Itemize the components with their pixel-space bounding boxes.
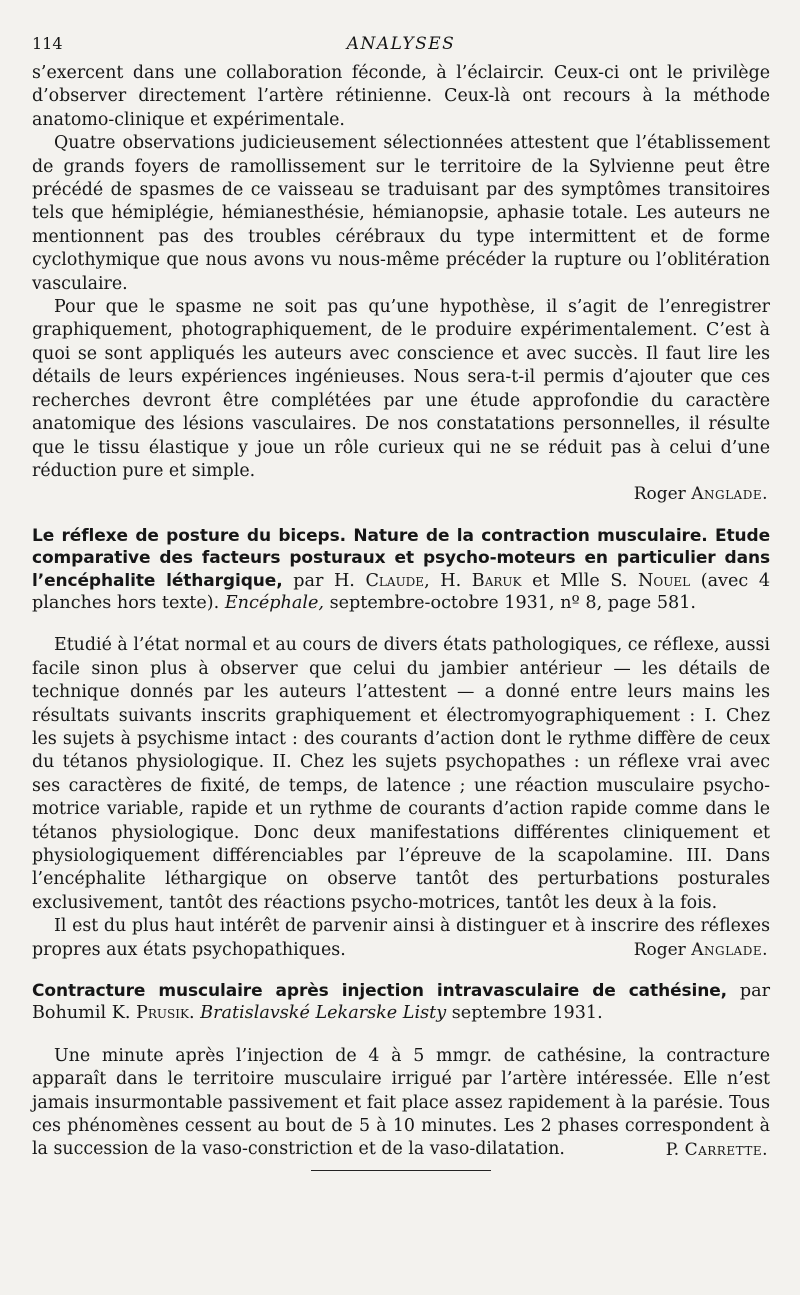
article-2-date: septembre-octobre 1931, nº 8, page 581. <box>329 592 696 613</box>
article-3-paragraph: Une minute après l’injection de 4 à 5 mmgr. de cathésine, la contracture apparaît dans le territoire musculaire irrigué par l’artère intéressée. Elle n’est jamais insurmontable passivement et fait place assez rapidement à la parésie. Tous ces phénomènes cessent au bout de 5 à 10 minutes. Les 2 phases correspondent à la succession de la vaso-constriction et de la vaso-dilatation. <box>32 1045 770 1160</box>
article-2-body <box>32 634 770 962</box>
article-3-title <box>32 980 770 1025</box>
page-number: 114 <box>32 34 63 53</box>
article-3 <box>32 980 770 1162</box>
article-1-paragraph-1: s’exercent dans une collaboration féconde, à l’éclaircir. Ceux-ci ont le privilège d’observer directement l’artère rétinienne. Ceux-là ont recours à la méthode anatomo-clinique et expérimentale. <box>32 63 770 130</box>
article-3-title-text: Contracture musculaire après injection intravasculaire de cathésine, <box>32 981 728 1002</box>
article-2-plates: (avec 4 planches hors texte). <box>32 570 771 613</box>
signature-first-name: Roger <box>633 939 686 960</box>
article-3-body <box>32 1045 770 1162</box>
article-2-journal: Encéphale, <box>224 592 324 613</box>
page-header <box>32 30 770 62</box>
article-2-author-3: S. Nouel <box>610 570 691 591</box>
article-2-title <box>32 525 770 615</box>
article-1-signature <box>32 483 770 506</box>
running-title: ANALYSES <box>346 34 456 54</box>
article-2-author-1: H. Claude, <box>333 570 430 591</box>
article-2-and: et Mlle <box>532 570 600 591</box>
article-3-author: Prusik. <box>136 1003 195 1024</box>
signature-first-name: Roger <box>633 484 686 505</box>
signature-last-name: Anglade. <box>691 939 768 960</box>
article-1-paragraph-3: Pour que le spasme ne soit pas qu’une hypothèse, il s’agit de l’enregistrer graphiquement, photographiquement, de le produire expérimentalement. C’est à quoi se sont appliqués les auteurs avec conscience et avec succès. Il faut lire les détails de leurs expériences ingénieuses. Nous sera-t-il permis d’ajouter que ces recherches devront être complétées par une étude approfondie du caractère anatomique des lésions vasculaires. De nos constatations personnelles, il résulte que le tissu élastique y joue un rôle curieux qui ne se réduit pas à celui d’une réduction pure et simple. <box>32 297 770 481</box>
article-3-journal: Bratislavské Lekarske Listy <box>200 1003 447 1024</box>
article-2-author-2: H. Baruk <box>440 570 522 591</box>
article-2 <box>32 525 770 962</box>
article-2-paragraph-2: Il est du plus haut intérêt de parvenir ainsi à distinguer et à inscrire des réflexes propres aux états psychopathiques. <box>32 916 770 960</box>
article-3-by: par Bohumil K. <box>32 981 770 1024</box>
signature-last-name: Carrette. <box>684 1139 768 1160</box>
end-rule <box>311 1170 491 1171</box>
page <box>32 30 770 1171</box>
signature-first-name: P. <box>665 1139 680 1160</box>
article-2-paragraph-1: Etudié à l’état normal et au cours de divers états pathologiques, ce réflexe, aussi facile sinon plus à observer que celui du jambier antérieur — les détails de technique donnés par les auteurs l’attestent — a donné entre leurs mains les résultats suivants inscrits graphiquement et électromyographiquement : I. Chez les sujets à psychisme intact : des courants d’action dont le rythme diffère de ceux du tétanos physiologique. II. Chez les sujets psychopathes : un réflexe vrai avec ses caractères de fixité, de temps, de latence ; une réaction musculaire psycho-motrice variable, rapide et un rythme de courants d’action rapide comme dans le tétanos physiologique. Donc deux manifestations différentes cliniquement et physiologiquement différenciables par l’épreuve de la scapolamine. III. Dans l’encéphalite léthargique on observe tantôt des perturbations posturales exclusivement, tantôt des réactions psycho-motrices, tantôt les deux à la fois. <box>32 635 770 913</box>
article-2-title-text: Le réflexe de posture du biceps. Nature de la contraction musculaire. Etude comparative des facteurs posturaux et psycho-moteurs en particulier dans l’encéphalite léthargique, <box>32 525 770 591</box>
article-1 <box>32 62 770 507</box>
article-3-date: septembre 1931. <box>451 1003 603 1024</box>
signature-last-name: Anglade. <box>691 484 768 505</box>
article-2-by: par <box>293 570 324 591</box>
article-1-paragraph-2: Quatre observations judicieusement sélectionnées attestent que l’établissement de grands foyers de ramollissement sur le territoire de la Sylvienne peut être précédé de spasmes de ce vaisseau se traduisant par des symptômes transitoires tels que hémiplégie, hémianesthésie, hémianopsie, aphasie totale. Les auteurs ne mentionnent pas des troubles cérébraux du type intermittent et de forme cyclothymique que nous avons vu nous-même précéder la rupture ou l’oblitération vasculaire. <box>32 133 770 294</box>
